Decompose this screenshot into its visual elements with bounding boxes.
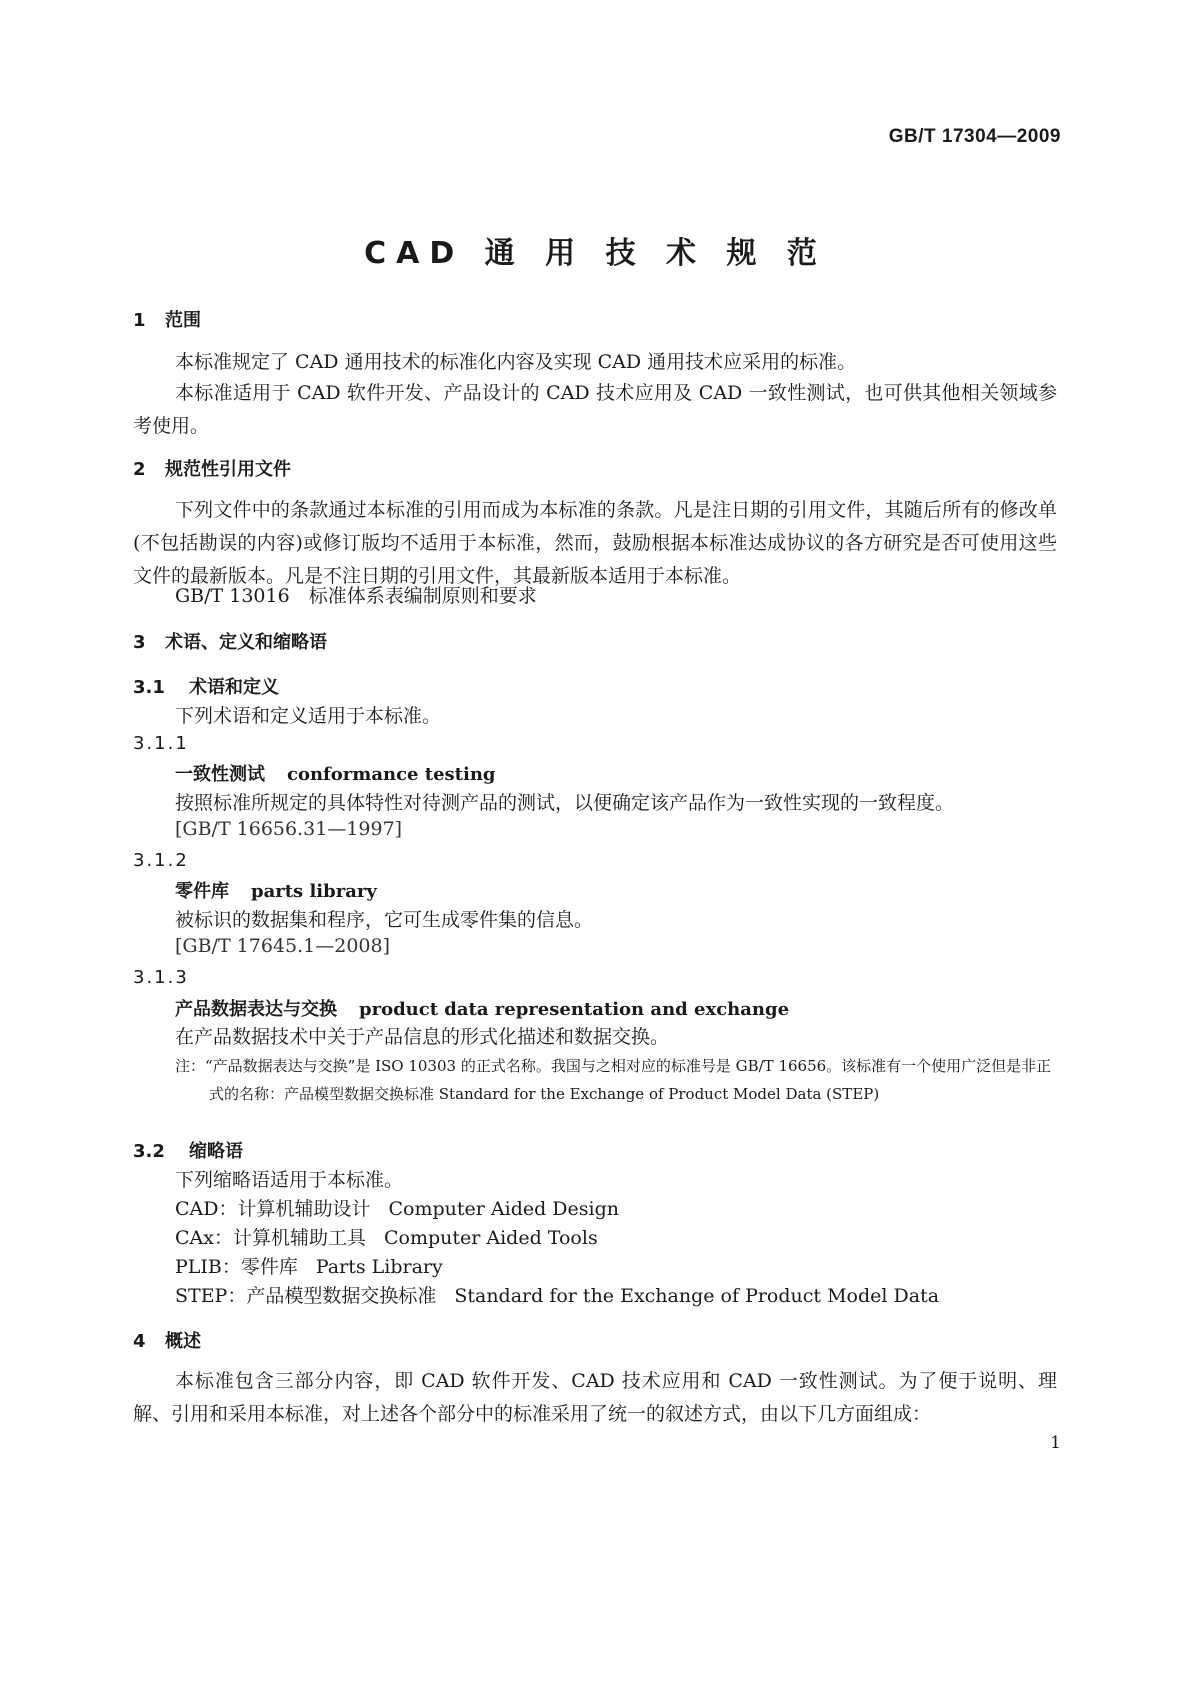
abbreviation-item	[133, 1253, 1099, 1282]
abbreviation-term: PLIB：零件库	[175, 1256, 298, 1278]
term-source: [GB/T 17645.1—2008]	[175, 935, 391, 957]
section-3-1-heading	[133, 673, 1057, 699]
abbreviation-item	[133, 1224, 1099, 1253]
section-number: 4	[133, 1331, 146, 1352]
abbreviation-item	[133, 1282, 1099, 1311]
term-number: 3.1.1	[133, 733, 189, 754]
section-number: 1	[133, 310, 146, 331]
abbreviation-term: CAx：计算机辅助工具	[175, 1227, 366, 1249]
term-definition: 在产品数据技术中关于产品信息的形式化描述和数据交换。	[175, 1026, 670, 1048]
term-english: product data representation and exchange	[359, 999, 790, 1020]
abbreviation-english: Computer Aided Tools	[383, 1227, 598, 1249]
section-title: 概述	[165, 1331, 201, 1352]
abbreviation-item	[133, 1195, 1099, 1224]
abbreviation-english: Parts Library	[315, 1256, 443, 1278]
section-number: 3	[133, 632, 146, 653]
term-chinese: 零件库	[175, 881, 229, 902]
section-3-2-intro: 下列缩略语适用于本标准。	[175, 1169, 404, 1191]
term-chinese: 产品数据表达与交换	[175, 999, 337, 1020]
section-3-heading	[133, 628, 1057, 654]
section-title: 范围	[165, 310, 201, 331]
abbreviation-english: Computer Aided Design	[388, 1198, 620, 1220]
standard-code: GB/T 17304—2009	[888, 126, 1061, 147]
abbreviation-term: STEP：产品模型数据交换标准	[175, 1285, 437, 1307]
section-title: 缩略语	[189, 1141, 243, 1162]
term-definition: 按照标准所规定的具体特性对待测产品的测试，以便确定该产品作为一致性实现的一致程度。	[175, 792, 955, 814]
section-title: 术语和定义	[189, 677, 279, 698]
term-heading	[133, 877, 1099, 903]
section-3-2-heading	[133, 1137, 1057, 1163]
term-number: 3.1.2	[133, 850, 189, 871]
term-english: conformance testing	[287, 764, 496, 785]
note	[133, 1052, 1057, 1108]
note-text: 注：“产品数据表达与交换”是 ISO 10303 的正式名称。我国与之相对应的标准号是 GB/T 16656。该标准有一个使用广泛但是非正式的名称：产品模型数据交换标准 Standard for the Exchange of Product Model Data (STEP)	[175, 1057, 1052, 1103]
abbreviation-term: CAD：计算机辅助设计	[175, 1198, 371, 1220]
page-number: 1	[1050, 1433, 1061, 1453]
document-title: CAD 通 用 技 术 规 范	[364, 236, 827, 271]
normative-reference: GB/T 13016 标准体系表编制原则和要求	[175, 585, 537, 607]
section-title: 术语、定义和缩略语	[165, 632, 327, 653]
term-source: [GB/T 16656.31—1997]	[175, 818, 403, 840]
term-english: parts library	[251, 881, 377, 902]
term-definition: 被标识的数据集和程序，它可生成零件集的信息。	[175, 909, 594, 931]
section-1-paragraph-1: 本标准规定了 CAD 通用技术的标准化内容及实现 CAD 通用技术应采用的标准。	[175, 351, 857, 373]
term-number: 3.1.3	[133, 967, 189, 988]
term-heading	[133, 760, 1099, 786]
term-chinese: 一致性测试	[175, 764, 265, 785]
section-2-paragraph-1: 下列文件中的条款通过本标准的引用而成为本标准的条款。凡是注日期的引用文件，其随后所有的修改单(不包括勘误的内容)或修订版均不适用于本标准，然而，鼓励根据本标准达成协议的各方研究是否可使用这些文件的最新版本。凡是不注日期的引用文件，其最新版本适用于本标准。	[133, 499, 1057, 587]
section-number: 3.2	[133, 1141, 165, 1162]
section-4-heading	[133, 1327, 1057, 1353]
term-heading	[133, 995, 1099, 1021]
section-4-paragraph-1: 本标准包含三部分内容，即 CAD 软件开发、CAD 技术应用和 CAD 一致性测试。为了便于说明、理解、引用和采用本标准，对上述各个部分中的标准采用了统一的叙述方式，由以下几方面组成：	[133, 1370, 1057, 1425]
section-1-heading	[133, 306, 1057, 332]
section-number: 3.1	[133, 677, 165, 698]
abbreviation-english: Standard for the Exchange of Product Model Data	[454, 1285, 940, 1307]
section-title: 规范性引用文件	[165, 459, 291, 480]
section-number: 2	[133, 459, 146, 480]
section-3-1-intro: 下列术语和定义适用于本标准。	[175, 705, 442, 727]
section-1-paragraph-2: 本标准适用于 CAD 软件开发、产品设计的 CAD 技术应用及 CAD 一致性测试，也可供其他相关领域参考使用。	[133, 382, 1057, 437]
section-2-heading	[133, 455, 1057, 481]
